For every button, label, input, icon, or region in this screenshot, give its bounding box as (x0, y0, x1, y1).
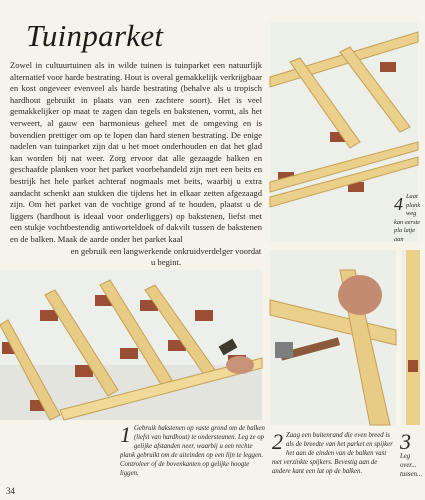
intro-paragraph (10, 60, 262, 269)
page-number: 34 (6, 486, 15, 496)
intro-text-tail: en gebruik een langwerkende onkruidverdelger voordat u begint. (70, 245, 262, 268)
step-3-illustration (402, 250, 420, 425)
caption-1-text: Gebruik bakstenen op vaste grond om de balken (liefst van hardhout) te ondersteunen. Leg ze op gelijke afstanden neer, waarbij u een rechte plank gebruikt om de uiteinden op een lijn te leggen. Controleer of de bovenkanten op gelijke hoogte liggen. (120, 425, 265, 477)
caption-1 (120, 424, 268, 478)
caption-1-number: 1 (120, 422, 131, 447)
caption-3-number: 3 (400, 429, 411, 454)
joists-illustration (0, 270, 262, 420)
photo-joists-on-bricks (0, 270, 262, 420)
photo-step-3 (402, 250, 420, 425)
caption-3 (400, 429, 423, 478)
caption-4-text: Laat plank weg kan eerste pla latje aan (394, 193, 421, 243)
caption-2 (272, 431, 394, 476)
caption-2-text: Zaag een buitenrand die even breed is als de breedte van het parket en spijker het aan de einden van de balken vast met verzinkte spijkers. Bevestig aan de andere kant een lat op de balken. (272, 432, 393, 475)
page-title: Tuinparket (26, 18, 164, 53)
caption-3-text: Leg over... tussen... (400, 453, 423, 478)
caption-4 (394, 193, 424, 244)
caption-4-number: 4 (394, 194, 403, 214)
hammer-illustration (270, 250, 396, 425)
caption-2-number: 2 (272, 429, 283, 454)
photo-hammering (270, 250, 396, 425)
intro-text: Zowel in cultuurtuinen als in wilde tuinen is tuinparket een natuurlijk alternatief voor harde bestrating. Hout is overal gemakkelijk verkrijgbaar en kost ongeveer evenveel als harde bestrating (behalve als u tropisch hardhout gebruikt in plaats van een zachtere soort). Het is veel gemakkelijker op maat te zagen dan tegels en bakstenen, vormt, als het verweert, al gauw een harmonieus geheel met de omgeving en is bovendien prettiger om op te lopen dan hard stenen bestrating. De enige nadelen van tuinparket zijn dat u het moet onderhouden en dat het glad kan worden bij nat weer. Zorg ervoor dat alle gezaagde balken en geschaafde planken voor het parket voorbehandeld zijn met een beits en bestrijk het hele parket achteraf nogmaals met beits, waarbij u extra aandacht schenkt aan stukken die tijdens het in elkaar zetten afgezaagd zijn. Om het parket van de vochtige grond af te houden, plaatst u de liggers (hardhout is ideaal voor onderliggers) op bakstenen, liefst met een stukje vochtbestendig antiworteldoek of dakvilt tussen de bakstenen en de balken. Maak de aarde onder het parket kaal (10, 60, 262, 244)
